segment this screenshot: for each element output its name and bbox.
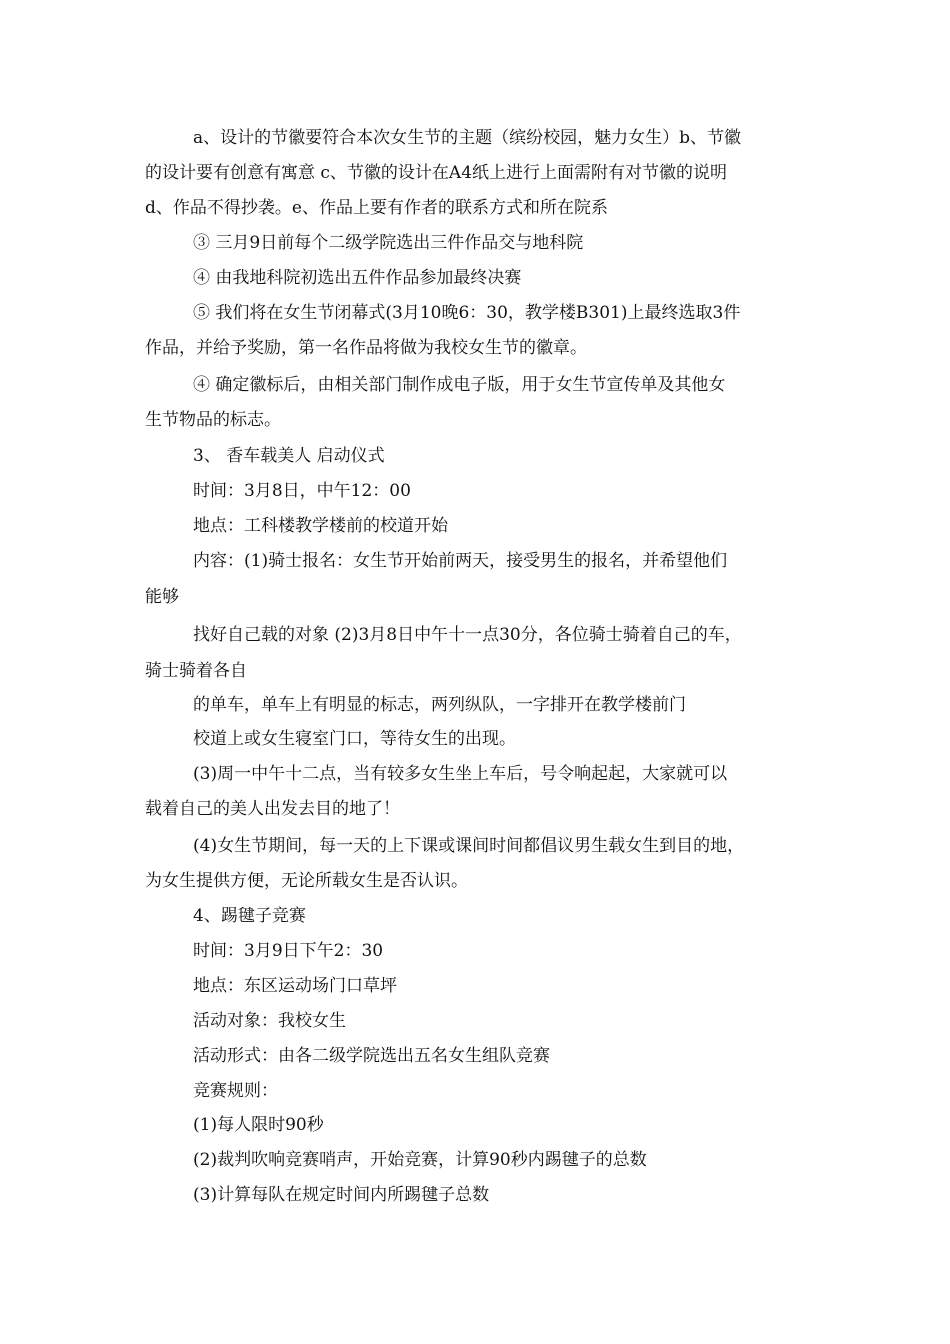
text-line: (3)计算每队在规定时间内所踢毽子总数 (193, 1185, 490, 1205)
text-line: 的单车，单车上有明显的标志，两列纵队，一字排开在教学楼前门 (193, 695, 686, 715)
text-line: 骑士骑着各自 (145, 661, 247, 681)
text-line: 找好自己载的对象 (2)3月8日中午十一点30分，各位骑士骑着自己的车， (193, 625, 742, 645)
text-line: (3)周一中午十二点，当有较多女生坐上车后，号令响起起，大家就可以 (193, 764, 728, 784)
text-line: 作品，并给予奖励，第一名作品将做为我校女生节的徽章。 (145, 338, 587, 358)
text-line: d、作品不得抄袭。e、作品上要有作者的联系方式和所在院系 (145, 198, 608, 218)
text-line: 生节物品的标志。 (145, 410, 281, 430)
text-line: 载着自己的美人出发去目的地了！ (145, 799, 400, 819)
text-line: 活动形式：由各二级学院选出五名女生组队竞赛 (193, 1046, 550, 1066)
section-heading: 3、 香车载美人 启动仪式 (193, 446, 385, 466)
text-line: 为女生提供方便，无论所载女生是否认识。 (145, 871, 468, 891)
text-line: 能够 (145, 587, 179, 607)
text-line: 内容：(1)骑士报名：女生节开始前两天，接受男生的报名，并希望他们 (193, 551, 728, 571)
text-line: (2)裁判吹响竞赛哨声，开始竞赛，计算90秒内踢毽子的总数 (193, 1150, 647, 1170)
text-line: 竞赛规则： (193, 1081, 278, 1101)
text-line: 校道上或女生寝室门口，等待女生的出现。 (193, 729, 516, 749)
text-line: ④ 由我地科院初选出五件作品参加最终决赛 (193, 268, 522, 288)
text-line: (4)女生节期间，每一天的上下课或课间时间都倡议男生载女生到目的地， (193, 836, 745, 856)
text-line: 地点：东区运动场门口草坪 (193, 976, 397, 996)
text-line: 时间：3月9日下午2：30 (193, 941, 384, 961)
text-line: a、设计的节徽要符合本次女生节的主题（缤纷校园，魅力女生）b、节徽 (193, 128, 742, 148)
text-line: 时间：3月8日，中午12：00 (193, 481, 411, 501)
text-line: ⑤ 我们将在女生节闭幕式(3月10晚6：30，教学楼B301)上最终选取3件 (193, 303, 741, 323)
text-line: ④ 确定徽标后，由相关部门制作成电子版，用于女生节宣传单及其他女 (193, 375, 726, 395)
text-line: 地点：工科楼教学楼前的校道开始 (193, 516, 448, 536)
text-line: 的设计要有创意有寓意 c、节徽的设计在A4纸上进行上面需附有对节徽的说明 (145, 163, 728, 183)
text-line: ③ 三月9日前每个二级学院选出三件作品交与地科院 (193, 233, 584, 253)
section-heading: 4、踢毽子竞赛 (193, 906, 306, 926)
text-line: 活动对象：我校女生 (193, 1011, 346, 1031)
text-line: (1)每人限时90秒 (193, 1115, 324, 1135)
